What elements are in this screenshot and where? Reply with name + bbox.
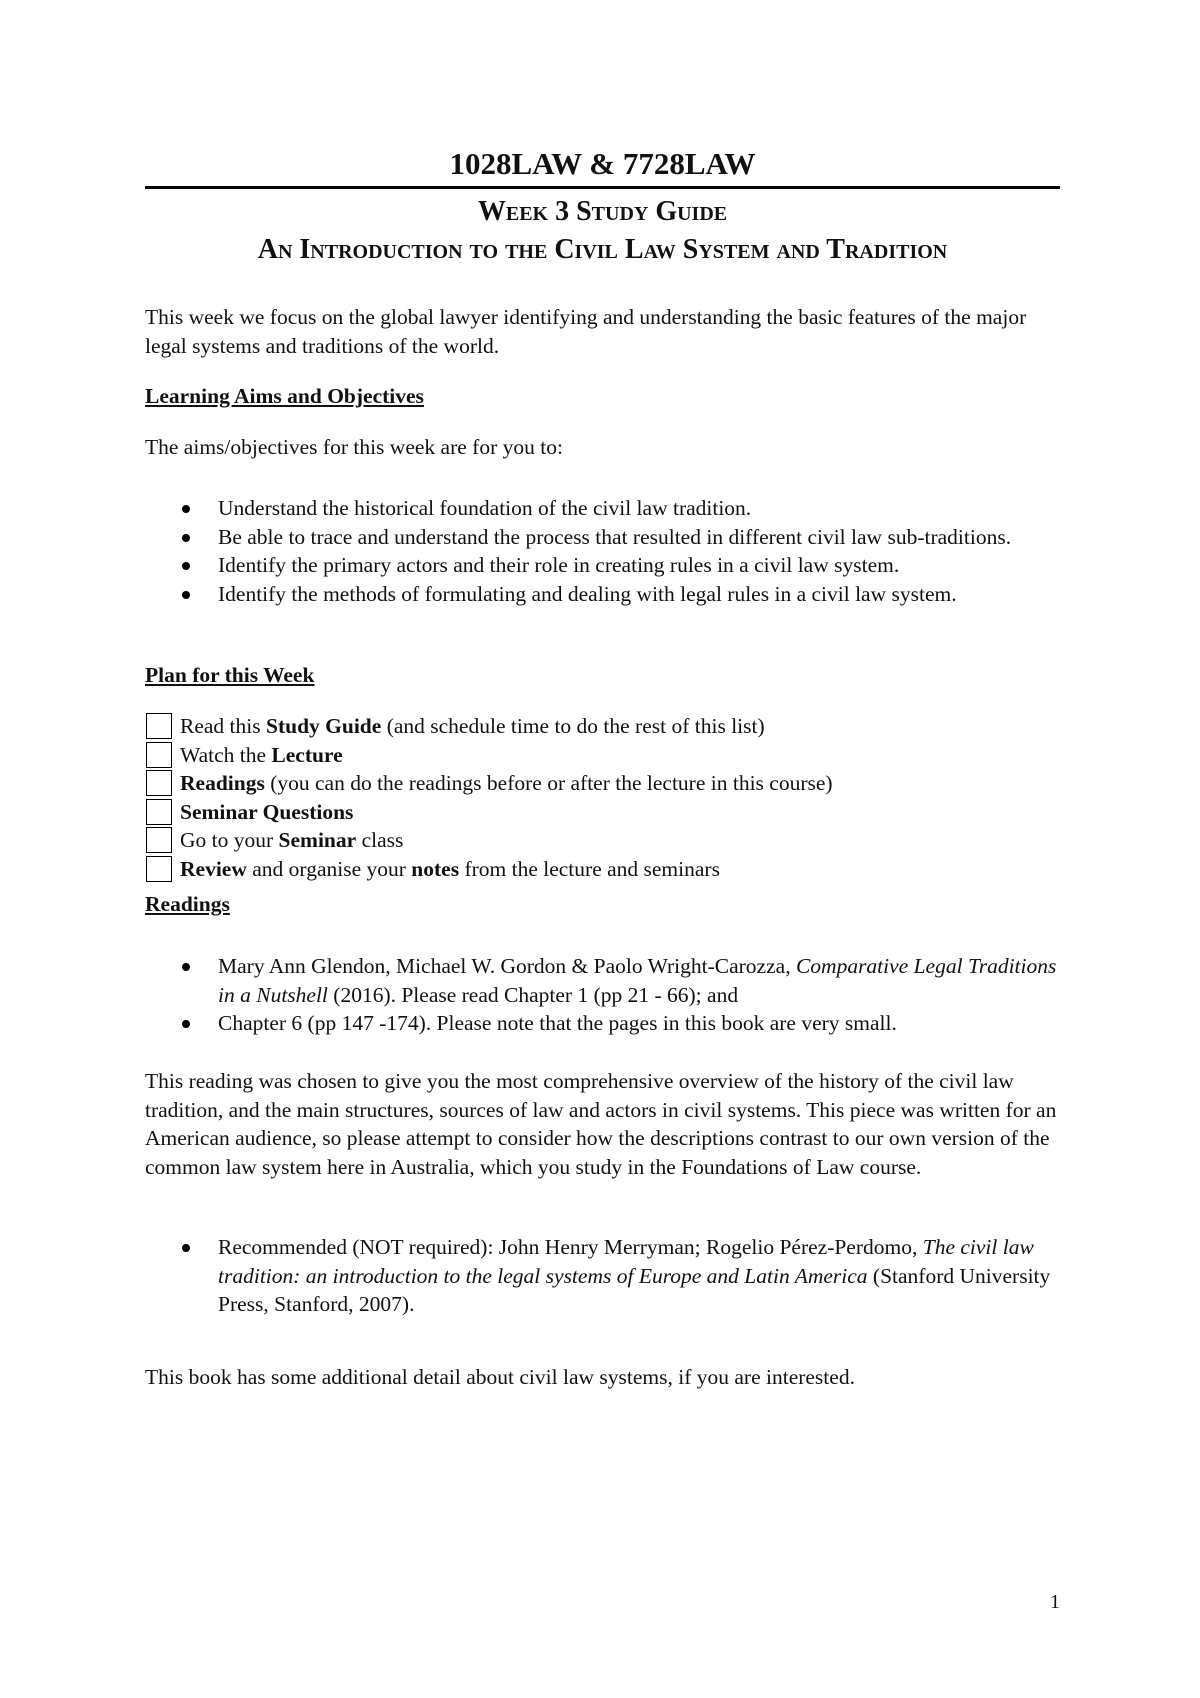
aims-list-item: Understand the historical foundation of the civil law tradition.: [145, 494, 1060, 523]
plan-item-review-notes: Review and organise your notes from the lecture and seminars: [145, 855, 1060, 884]
plan-item-lecture: Watch the Lecture: [145, 741, 1060, 770]
course-code-title: 1028LAW & 7728LAW: [449, 146, 756, 181]
aims-list-item: Identify the primary actors and their role in creating rules in a civil law system.: [145, 551, 1060, 580]
bullet-icon: [182, 562, 190, 570]
plan-item-seminar-class: Go to your Seminar class: [145, 826, 1060, 855]
bullet-icon: [182, 591, 190, 599]
plan-item-study-guide: Read this Study Guide (and schedule time to do the rest of this list): [145, 712, 1060, 741]
bullet-icon: [182, 534, 190, 542]
bullet-icon: [182, 505, 190, 513]
checkbox[interactable]: [146, 856, 172, 882]
aims-heading: Learning Aims and Objectives: [145, 384, 424, 408]
aims-list: [145, 494, 1060, 608]
readings-explanation: This reading was chosen to give you the most comprehensive overview of the history of the civil law tradition, and the main structures, sources of law and actors in civil systems. This piece was written for an American audience, so please attempt to consider how the descriptions contrast to our own version of the common law system here in Australia, which you study in the Foundations of Law course.: [145, 1069, 1057, 1179]
checkbox[interactable]: [146, 827, 172, 853]
title-divider: [145, 186, 1060, 189]
document-subtitle: An Introduction to the Civil Law System and Tradition: [257, 234, 948, 265]
plan-item-readings: Readings (you can do the readings before or after the lecture in this course): [145, 769, 1060, 798]
bullet-icon: [182, 1244, 190, 1252]
recommended-item: Recommended (NOT required): John Henry Merryman; Rogelio Pérez-Perdomo, The civil law tradition: an introduction to the legal systems of Europe and Latin America (Stanford University Press, Stanford, 2007).: [145, 1233, 1060, 1319]
checkbox[interactable]: [146, 713, 172, 739]
bullet-icon: [182, 963, 190, 971]
recommended-list: [145, 1233, 1060, 1319]
closing-paragraph: This book has some additional detail about civil law systems, if you are interested.: [145, 1365, 855, 1389]
checkbox[interactable]: [146, 742, 172, 768]
reading-item: Mary Ann Glendon, Michael W. Gordon & Paolo Wright-Carozza, Comparative Legal Traditions in a Nutshell (2016). Please read Chapter 1 (pp 21 - 66); and: [145, 952, 1060, 1009]
checkbox[interactable]: [146, 799, 172, 825]
plan-heading: Plan for this Week: [145, 663, 315, 687]
aims-list-item: Identify the methods of formulating and dealing with legal rules in a civil law system.: [145, 580, 1060, 609]
reading-item: Chapter 6 (pp 147 -174). Please note that the pages in this book are very small.: [145, 1009, 1060, 1038]
page-number: 1: [1050, 1591, 1060, 1613]
aims-list-item: Be able to trace and understand the process that resulted in different civil law sub-traditions.: [145, 523, 1060, 552]
plan-item-seminar-questions: Seminar Questions: [145, 798, 1060, 827]
plan-checklist: [145, 712, 1060, 883]
readings-list: [145, 952, 1060, 1038]
week-title: Week 3 Study Guide: [477, 196, 728, 227]
bullet-icon: [182, 1020, 190, 1028]
intro-paragraph: This week we focus on the global lawyer identifying and understanding the basic features of the major legal systems and traditions of the world.: [145, 305, 1027, 358]
aims-lead: The aims/objectives for this week are for you to:: [145, 435, 563, 459]
readings-heading: Readings: [145, 892, 230, 916]
checkbox[interactable]: [146, 770, 172, 796]
